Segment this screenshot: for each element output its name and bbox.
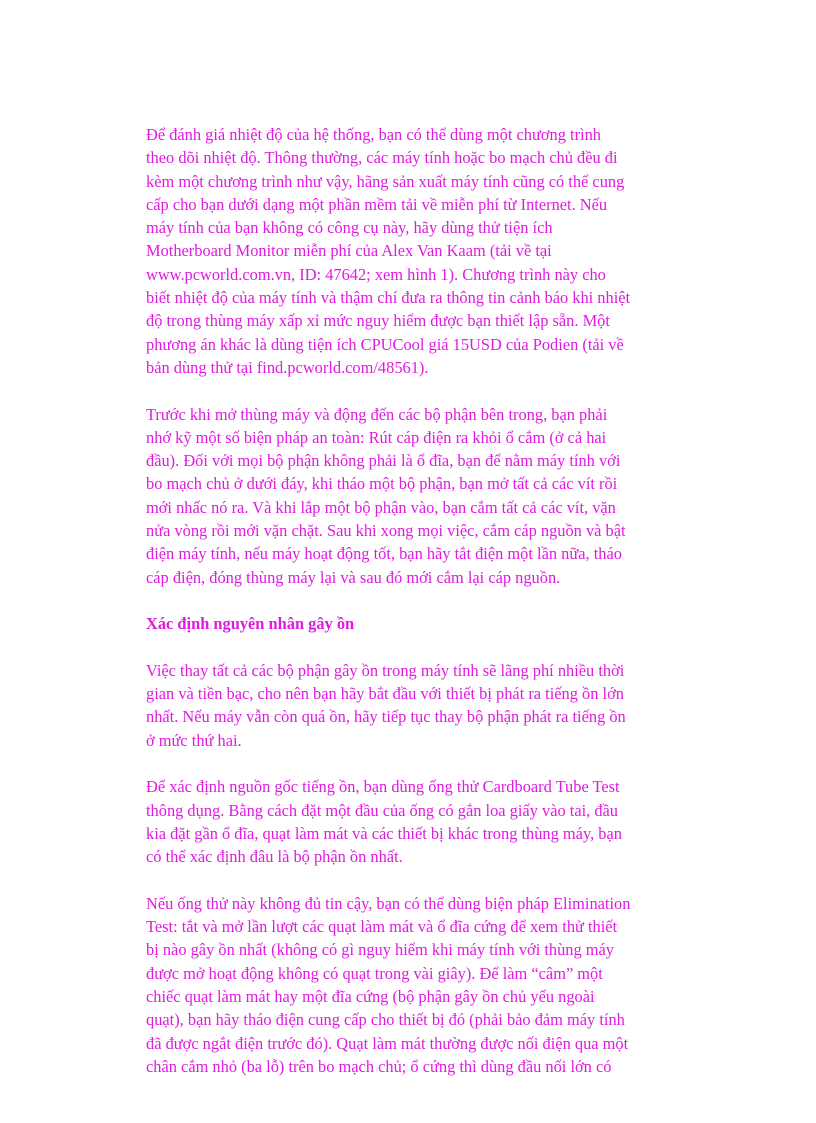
paragraph — [146, 123, 676, 379]
text-line: www.pcworld.com.vn, ID: 47642; xem hình 1). Chương trình này cho — [146, 264, 606, 284]
text-line: thông dụng. Bằng cách đặt một đầu của ống có gắn loa giấy vào tai, đầu — [146, 800, 619, 820]
text-line: độ trong thùng máy xấp xỉ mức nguy hiểm được bạn thiết lập sẵn. Một — [146, 311, 610, 331]
paragraph — [146, 892, 676, 1078]
paragraph — [146, 403, 676, 589]
text-line: Test: tắt và mở lần lượt các quạt làm mát và ổ đĩa cứng để xem thử thiết — [146, 917, 618, 937]
text-line: Để đánh giá nhiệt độ của hệ thống, bạn có thể dùng một chương trình — [146, 125, 601, 144]
text-line: nhớ kỹ một số biện pháp an toàn: Rút cáp điện ra khỏi ổ cắm (ở cả hai — [146, 427, 607, 447]
text-line: đầu). Đối với mọi bộ phận không phải là ổ đĩa, bạn để nằm máy tính với — [146, 451, 621, 471]
text-line: nhất. Nếu máy vẫn còn quá ồn, hãy tiếp tục thay bộ phận phát ra tiếng ồn — [146, 707, 626, 727]
paragraph — [146, 775, 676, 868]
text-line: đã được ngắt điện trước đó). Quạt làm mát thường được nối điện qua một — [146, 1033, 629, 1053]
paragraph-group-after — [146, 659, 676, 1078]
text-line: ở mức thứ hai. — [146, 730, 242, 750]
text-line: biết nhiệt độ của máy tính và thậm chí đưa ra thông tin cảnh báo khi nhiệt — [146, 288, 631, 308]
document-page — [146, 123, 676, 1101]
text-line: cáp điện, đóng thùng máy lại và sau đó mới cắm lại cáp nguồn. — [146, 567, 561, 587]
text-line: cấp cho bạn dưới dạng một phần mềm tải về miễn phí từ Internet. Nếu — [146, 194, 608, 214]
text-line: bo mạch chủ ở dưới đáy, khi tháo một bộ phận, bạn mở tất cả các vít rồi — [146, 474, 618, 494]
text-line: bản dùng thử tại find.pcworld.com/48561). — [146, 357, 429, 377]
text-line: theo dõi nhiệt độ. Thông thường, các máy tính hoặc bo mạch chủ đều đi — [146, 148, 618, 168]
text-line: phương án khác là dùng tiện ích CPUCool giá 15USD của Podien (tải về — [146, 334, 624, 354]
text-line: kia đặt gần ổ đĩa, quạt làm mát và các thiết bị khác trong thùng máy, bạn — [146, 823, 622, 843]
text-line: chiếc quạt làm mát hay một đĩa cứng (bộ phận gây ồn chủ yếu ngoài — [146, 986, 595, 1006]
text-line: được mở hoạt động không có quạt trong vài giây). Để làm “câm” một — [146, 963, 603, 983]
text-line: mới nhấc nó ra. Và khi lắp một bộ phận vào, bạn cắm tất cả các vít, vặn — [146, 497, 616, 517]
text-line: quạt), bạn hãy tháo điện cung cấp cho thiết bị đó (phải bảo đảm máy tính — [146, 1010, 625, 1030]
paragraph — [146, 659, 676, 752]
text-line: có thể xác định đâu là bộ phận ồn nhất. — [146, 847, 403, 867]
text-line: kèm một chương trình như vậy, hãng sản xuất máy tính cũng có thể cung — [146, 171, 625, 191]
text-line: chân cắm nhỏ (ba lỗ) trên bo mạch chủ; ổ cứng thì dùng đầu nối lớn có — [146, 1056, 612, 1076]
text-line: máy tính của bạn không có công cụ này, hãy dùng thử tiện ích — [146, 218, 553, 238]
text-line: Nếu ống thử này không đủ tin cậy, bạn có thể dùng biện pháp Elimination — [146, 893, 631, 913]
paragraph-group-before — [146, 123, 676, 589]
text-line: bị nào gây ồn nhất (không có gì nguy hiểm khi máy tính với thùng máy — [146, 940, 614, 960]
section-heading: Xác định nguyên nhân gây ồn — [146, 614, 355, 634]
text-line: gian và tiền bạc, cho nên bạn hãy bắt đầu với thiết bị phát ra tiếng ồn lớn — [146, 684, 624, 704]
text-line: Motherboard Monitor miễn phí của Alex Van Kaam (tải về tại — [146, 241, 552, 261]
text-line: Việc thay tất cả các bộ phận gây ồn trong máy tính sẽ lãng phí nhiều thời — [146, 660, 625, 680]
text-line: điện máy tính, nếu máy hoạt động tốt, bạn hãy tắt điện một lần nữa, tháo — [146, 544, 622, 564]
text-line: Để xác định nguồn gốc tiếng ồn, bạn dùng ống thử Cardboard Tube Test — [146, 777, 620, 797]
text-line: Trước khi mở thùng máy và động đến các bộ phận bên trong, bạn phải — [146, 404, 608, 424]
text-line: nửa vòng rồi mới vặn chặt. Sau khi xong mọi việc, cắm cáp nguồn và bật — [146, 521, 626, 541]
